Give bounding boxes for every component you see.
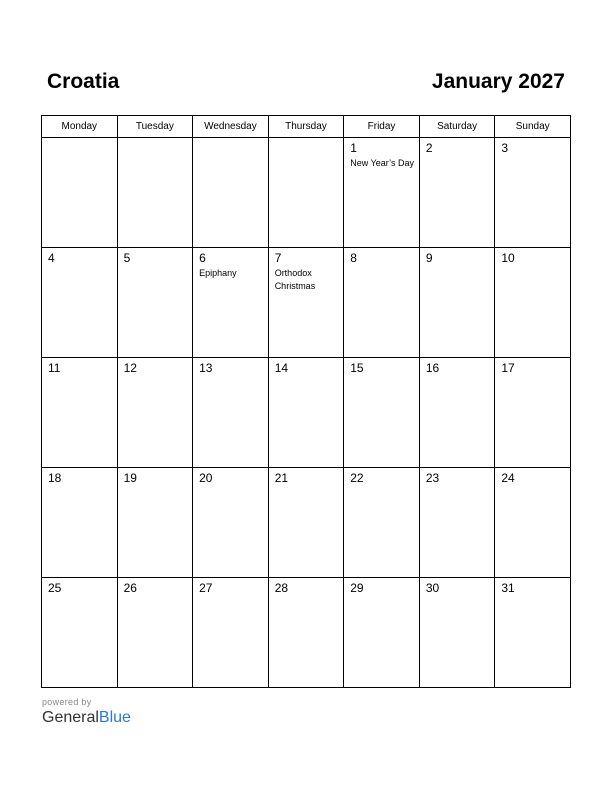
day-number: 27	[199, 581, 213, 595]
day-cell	[344, 138, 420, 248]
day-cell	[495, 468, 571, 578]
day-cell	[419, 248, 495, 358]
weekday-header: Sunday	[495, 116, 571, 138]
day-number: 25	[48, 581, 62, 595]
week-row	[42, 468, 571, 578]
day-cell	[268, 578, 344, 688]
day-number: 16	[425, 361, 440, 375]
day-number: 11	[48, 361, 61, 375]
day-number: 14	[274, 361, 289, 375]
day-cell	[268, 358, 344, 468]
holiday-label: New Year’s Day	[350, 158, 414, 168]
day-cell	[344, 248, 420, 358]
day-number: 10	[501, 251, 515, 265]
day-cell	[117, 468, 193, 578]
week-row	[42, 578, 571, 688]
day-cell	[495, 578, 571, 688]
day-number: 15	[350, 361, 364, 375]
day-cell	[42, 578, 118, 688]
day-cell	[193, 358, 269, 468]
brand-blue-text: Blue	[98, 709, 131, 726]
day-number: 26	[123, 581, 137, 595]
day-number: 3	[501, 141, 509, 155]
day-number: 1	[350, 141, 357, 155]
day-cell	[117, 358, 193, 468]
weekday-header: Thursday	[268, 116, 344, 138]
weekday-header: Monday	[42, 116, 118, 138]
day-number: 4	[48, 251, 55, 265]
day-cell	[42, 358, 118, 468]
day-cell	[117, 248, 193, 358]
day-number: 18	[48, 471, 62, 485]
day-number: 20	[199, 471, 213, 485]
month-year-title: January 2027	[431, 70, 565, 93]
day-cell	[193, 578, 269, 688]
day-cell	[117, 578, 193, 688]
day-cell	[419, 358, 495, 468]
weekday-header: Tuesday	[117, 116, 193, 138]
day-cell	[419, 578, 495, 688]
day-number: 28	[274, 581, 289, 595]
weekday-header-row	[42, 116, 571, 138]
day-cell	[42, 248, 118, 358]
holiday-label: Epiphany	[199, 268, 237, 278]
day-number: 7	[274, 251, 282, 265]
day-number: 12	[123, 361, 137, 375]
day-number: 13	[199, 361, 213, 375]
brand-general-text: General	[42, 709, 99, 726]
day-cell	[193, 248, 269, 358]
day-number: 23	[425, 471, 440, 485]
day-number: 5	[123, 251, 131, 265]
day-number: 22	[350, 471, 364, 485]
day-number: 2	[425, 141, 433, 155]
powered-by-text: powered by	[42, 697, 92, 707]
day-cell	[419, 138, 495, 248]
day-cell	[344, 468, 420, 578]
weekday-header: Saturday	[419, 116, 495, 138]
day-number: 8	[350, 251, 357, 265]
day-cell	[193, 468, 269, 578]
day-cell	[268, 468, 344, 578]
day-number: 24	[501, 471, 515, 485]
day-number: 21	[274, 471, 289, 485]
day-number: 19	[123, 471, 137, 485]
generalblue-logo	[42, 709, 131, 727]
weekday-header: Wednesday	[193, 116, 269, 138]
day-cell	[495, 248, 571, 358]
holiday-label: Orthodox Christmas	[274, 268, 316, 291]
day-cell	[344, 578, 420, 688]
week-row	[42, 358, 571, 468]
day-number: 31	[501, 581, 515, 595]
day-cell	[268, 248, 344, 358]
day-number: 30	[425, 581, 440, 595]
day-cell	[495, 138, 571, 248]
day-cell	[419, 468, 495, 578]
country-title: Croatia	[47, 70, 120, 93]
day-cell	[42, 468, 118, 578]
day-cell	[268, 138, 344, 248]
day-cell	[117, 138, 193, 248]
day-number: 17	[501, 361, 515, 375]
weekday-header: Friday	[344, 116, 420, 138]
day-cell	[495, 358, 571, 468]
day-cell	[344, 358, 420, 468]
footer-branding	[42, 697, 131, 727]
day-number: 29	[350, 581, 364, 595]
day-number: 6	[199, 251, 206, 265]
calendar-grid	[41, 115, 571, 688]
day-cell	[193, 138, 269, 248]
week-row	[42, 138, 571, 248]
week-row	[42, 248, 571, 358]
day-number: 9	[425, 251, 433, 265]
day-cell	[42, 138, 118, 248]
